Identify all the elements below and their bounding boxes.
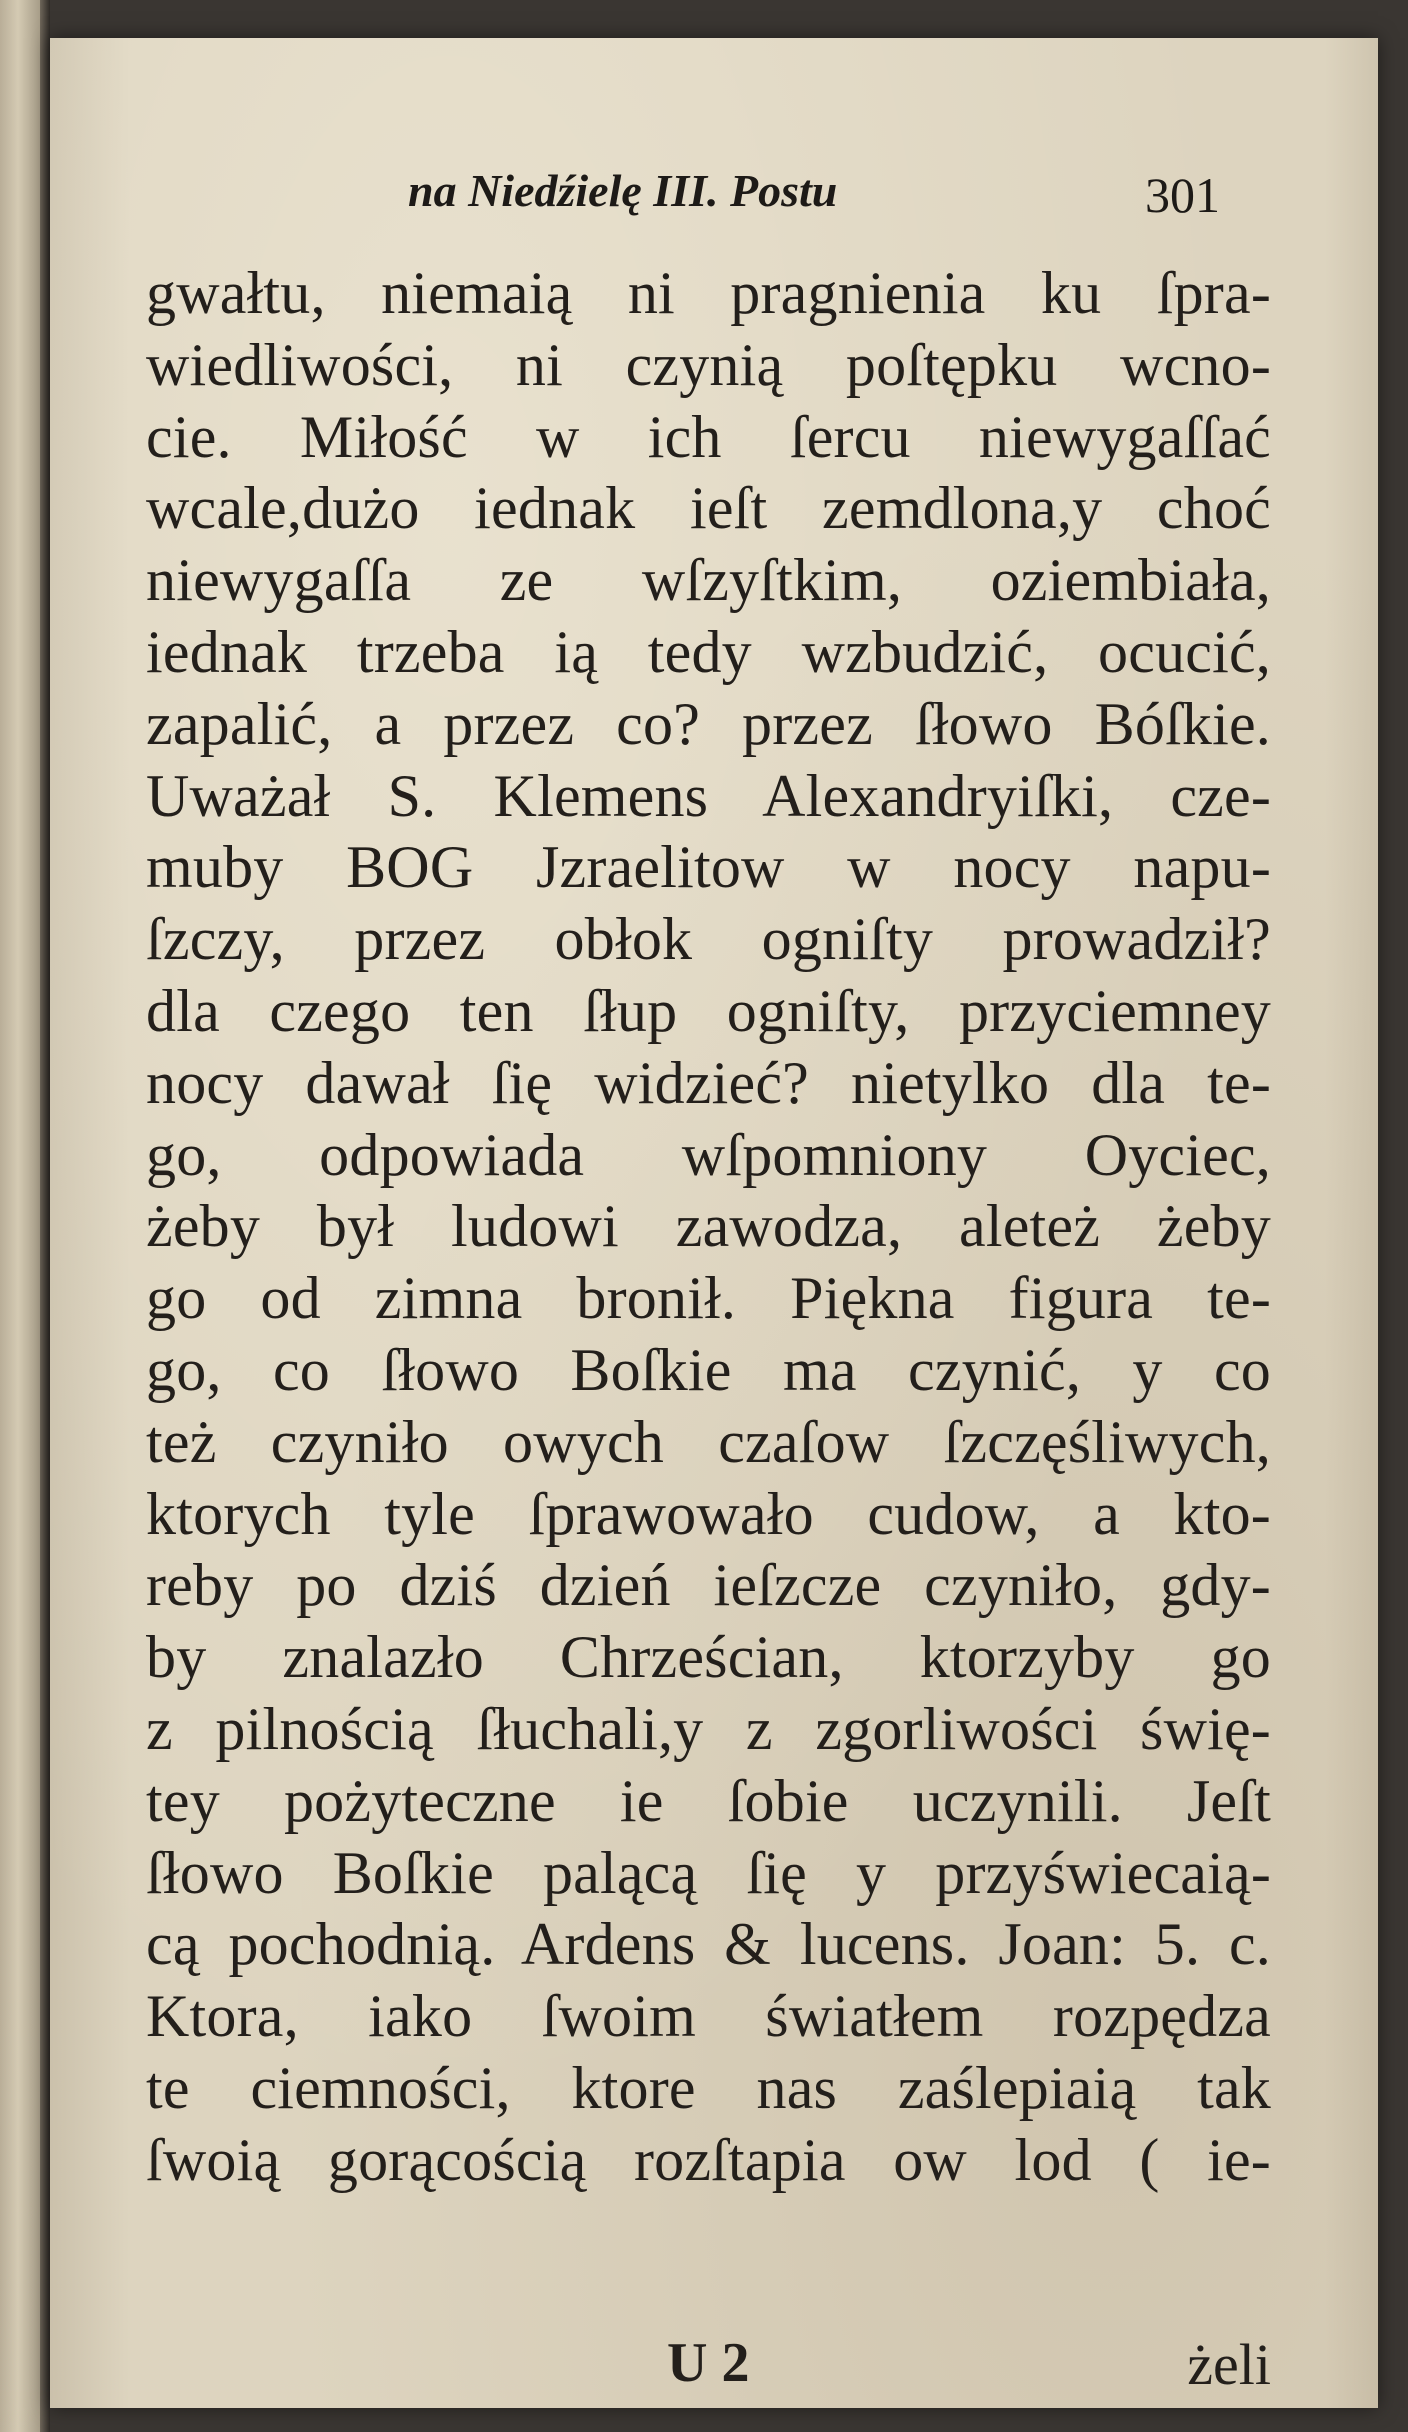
book-page [50,38,1378,2408]
text-line: ſzczy, przez obłok ogniſty prowadził? [146,906,1271,973]
text-line: ktorych tyle ſprawowało cudow, a kto- [146,1480,1271,1547]
text-line: tey pożyteczne ie ſobie uczynili. Jeſt [146,1767,1271,1834]
text-line: niewygaſſa ze wſzyſtkim, oziembiała, [146,547,1271,614]
text-line: cą pochodnią. Ardens & lucens. Joan: 5. c. [146,1911,1271,1978]
previous-page-edge [0,0,40,2432]
text-line: go, co ſłowo Boſkie ma czynić, y co [146,1336,1271,1403]
text-line: te ciemności, ktore nas zaślepiaią tak [146,2054,1271,2121]
page-header [350,160,1270,230]
text-line: cie. Miłość w ich ſercu niewygaſſać [146,403,1271,470]
book-gutter [40,0,50,2432]
text-line: wiedliwości, ni czynią poſtępku wcno- [146,331,1271,398]
text-line: nocy dawał ſię widzieć? nietylko dla te- [146,1049,1271,1116]
text-line: by znalazło Chrześcian, ktorzyby go [146,1624,1271,1691]
text-line: Ktora, iako ſwoim światłem rozpędza [146,1983,1271,2050]
text-line: wcale,dużo iednak ieſt zemdlona,y choć [146,475,1271,542]
catchword: żeli [1187,2332,1271,2397]
text-line: go od zimna bronił. Piękna figura te- [146,1265,1271,1332]
text-line: iednak trzeba ią tedy wzbudzić, ocucić, [146,618,1271,685]
page-number: 301 [1145,167,1220,223]
text-line: żeby był ludowi zawodza, aleteż żeby [146,1193,1271,1260]
page-footer [146,2331,1271,2401]
text-line: ſwoią gorącością rozſtapia ow lod ( ie- [146,2126,1271,2193]
text-line: zapalić, a przez co? przez ſłowo Bóſkie. [146,690,1271,757]
text-line: gwałtu, niemaią ni pragnienia ku ſpra- [146,260,1271,326]
running-title: na Niedźielę III. Postu [408,165,838,216]
text-line: też czyniło owych czaſow ſzczęśliwych, [146,1408,1271,1475]
text-line: Uważał S. Klemens Alexandryiſki, cze- [146,762,1271,829]
signature-mark: U 2 [667,2332,750,2394]
text-line: dla czego ten ſłup ogniſty, przyciemney [146,977,1271,1044]
body-text [146,258,1271,2197]
text-line: go, odpowiada wſpomniony Oyciec, [146,1121,1271,1188]
text-line: muby BOG Jzraelitow w nocy napu- [146,834,1271,901]
text-line: reby po dziś dzień ieſzcze czyniło, gdy- [146,1552,1271,1619]
text-line: z pilnością ſłuchali,y z zgorliwości świę- [146,1695,1271,1762]
text-line: ſłowo Boſkie palącą ſię y przyświecaią- [146,1839,1271,1906]
